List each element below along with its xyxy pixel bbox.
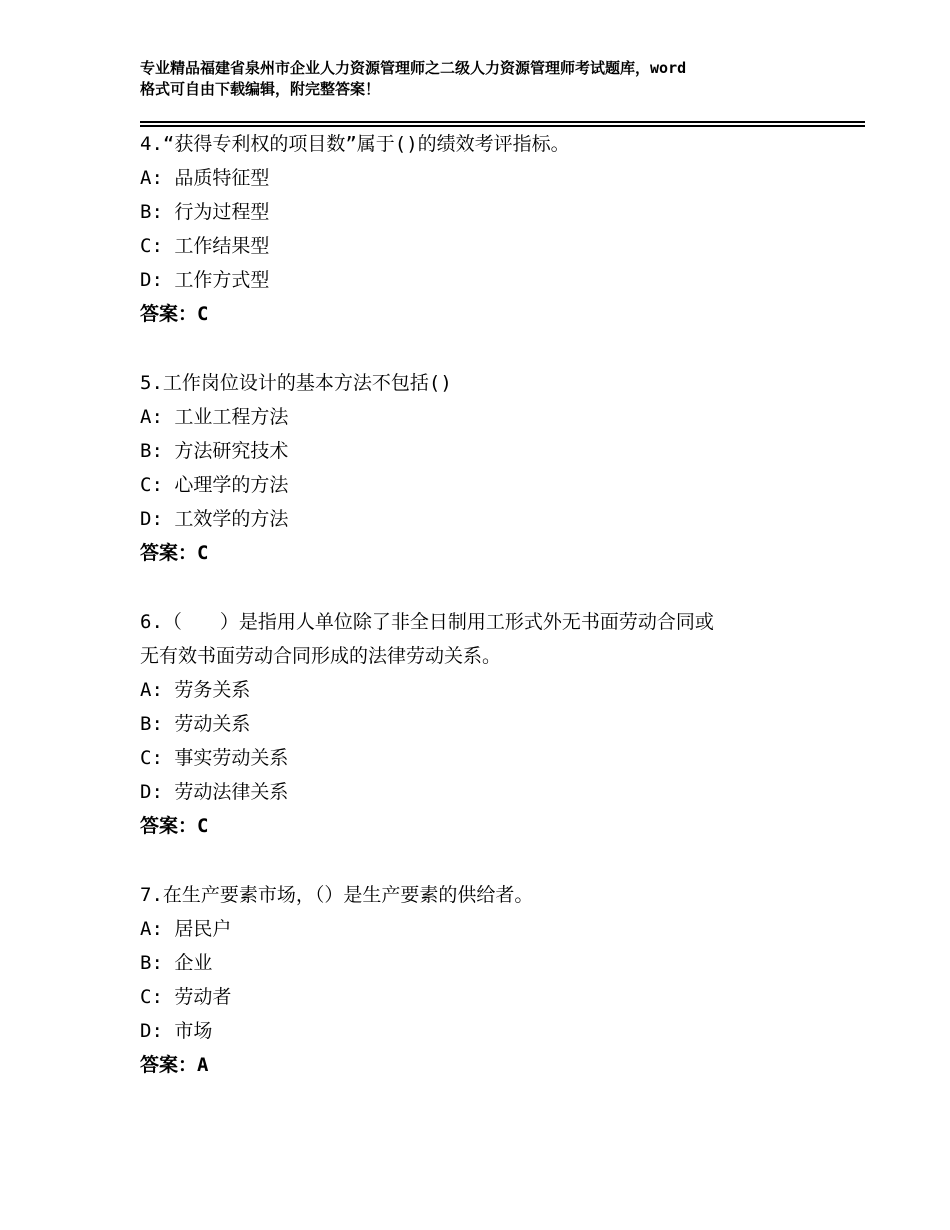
question-5: [140, 366, 840, 570]
question-7: [140, 878, 840, 1082]
question-6: [140, 605, 840, 843]
option-c: C: 工作结果型: [140, 235, 270, 257]
header-rule-top: [140, 121, 865, 123]
answer: 答案：C: [140, 303, 209, 325]
question-stem-cont: 无有效书面劳动合同形成的法律劳动关系。: [140, 645, 502, 667]
question-4: [140, 127, 840, 331]
answer: 答案：A: [140, 1054, 209, 1076]
answer: 答案：C: [140, 542, 209, 564]
option-a: A: 居民户: [140, 918, 232, 940]
option-b: B: 劳动关系: [140, 713, 251, 735]
header-line-1: 专业精品福建省泉州市企业人力资源管理师之二级人力资源管理师考试题库，word: [140, 59, 687, 77]
document-header: [140, 58, 830, 100]
option-b: B: 行为过程型: [140, 201, 270, 223]
option-d: D: 工效学的方法: [140, 508, 289, 530]
question-stem: 7.在生产要素市场，（）是生产要素的供给者。: [140, 884, 534, 906]
option-c: C: 事实劳动关系: [140, 747, 289, 769]
question-stem: 4.“获得专利权的项目数”属于()的绩效考评指标。: [140, 133, 570, 155]
question-stem: 6.（ ）是指用人单位除了非全日制用工形式外无书面劳动合同或: [140, 611, 714, 633]
option-d: D: 工作方式型: [140, 269, 270, 291]
option-a: A: 工业工程方法: [140, 406, 289, 428]
option-b: B: 企业: [140, 952, 213, 974]
option-d: D: 市场: [140, 1020, 213, 1042]
header-line-2: 格式可自由下载编辑，附完整答案！: [140, 80, 381, 98]
option-c: C: 劳动者: [140, 986, 232, 1008]
question-stem: 5.工作岗位设计的基本方法不包括(): [140, 372, 452, 394]
option-a: A: 品质特征型: [140, 167, 270, 189]
option-b: B: 方法研究技术: [140, 440, 289, 462]
option-a: A: 劳务关系: [140, 679, 251, 701]
answer: 答案：C: [140, 815, 209, 837]
option-d: D: 劳动法律关系: [140, 781, 289, 803]
option-c: C: 心理学的方法: [140, 474, 289, 496]
